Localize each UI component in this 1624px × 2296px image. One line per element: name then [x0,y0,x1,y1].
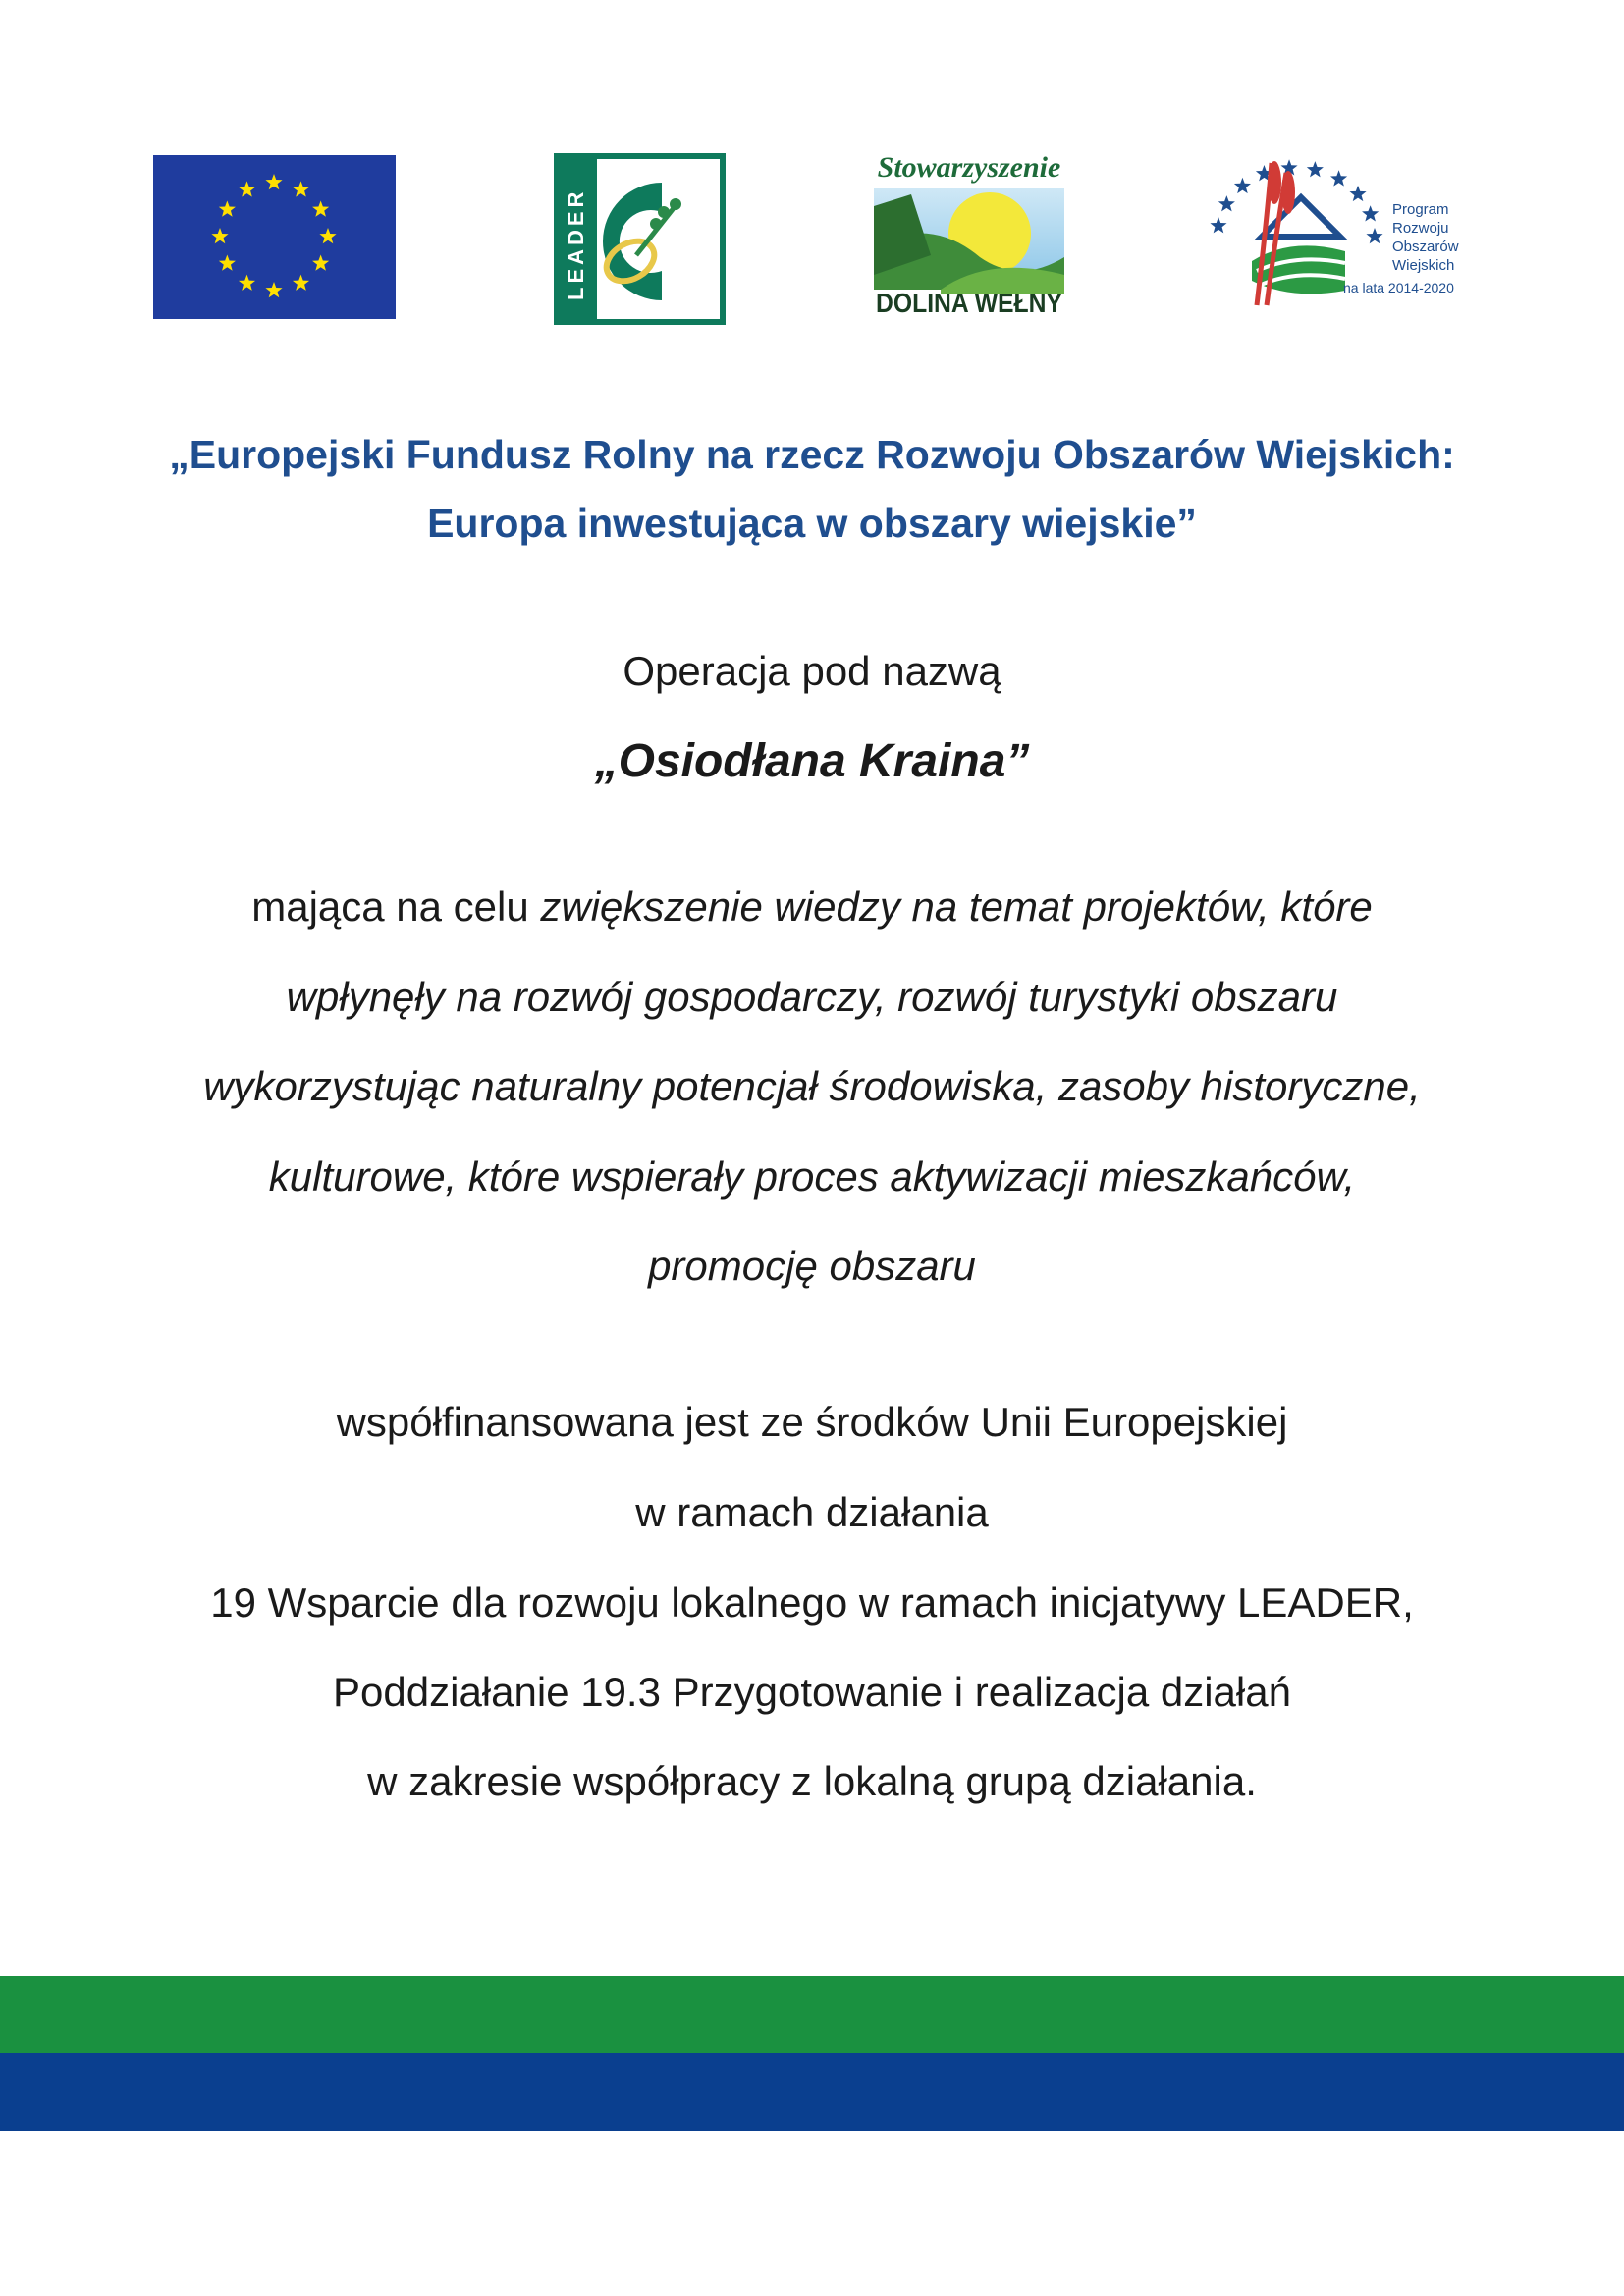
goal-line-1-text: zwiększenie wiedzy na temat projektów, które [540,883,1373,930]
prow-star-icon [1234,178,1251,193]
prow-star-icon [1210,217,1226,233]
goal-line-5-text: promocję obszaru [648,1243,976,1289]
action-line-3: w zakresie współpracy z lokalną grupą działania. [367,1758,1257,1804]
prow-star-icon [1362,205,1379,221]
fund-title-line-2: Europa inwestująca w obszary wiejskie” [427,501,1197,546]
goal-line-2 [0,974,1624,1021]
leader-logo-text: LEADER [564,187,588,300]
prow-line-rozwoju: Rozwoju [1392,220,1449,237]
dolina-welny-bottom-text: DOLINA WEŁNY [876,288,1063,318]
prow-star-icon [1330,170,1347,186]
prow-star-icon [1349,186,1366,201]
prow-star-icon [1366,228,1382,243]
leader-logo-icon [554,153,726,325]
operation-label: Operacja pod nazwą [623,648,1001,694]
prow-star-icon [1307,161,1324,177]
operation-name: „Osiodłana Kraina” [594,735,1030,787]
blue-band [0,2053,1624,2131]
action-line-2: Poddziałanie 19.3 Przygotowanie i realizacja działań [333,1669,1291,1715]
prow-line-obszarow: Obszarów [1392,239,1459,255]
eu-flag-icon [153,155,396,319]
dolina-welny-logo-icon [872,147,1066,319]
prow-star-icon [1218,195,1235,211]
cofinancing-line-2: w ramach działania [635,1489,989,1535]
fund-title-line-1: „Europejski Fundusz Rolny na rzecz Rozwoju Obszarów Wiejskich: [169,432,1455,477]
goal-line-4-text: kulturowe, które wspierały proces aktywizacji mieszkańców, [268,1153,1356,1200]
dolina-welny-top-text: Stowarzyszenie [877,151,1061,184]
cofinancing-line-1: współfinansowana jest ze środków Unii Europejskiej [336,1399,1288,1445]
action-line-1: 19 Wsparcie dla rozwoju lokalnego w ramach inicjatywy LEADER, [210,1579,1414,1626]
fund-title [0,420,1624,558]
prow-line-wiejskich: Wiejskich [1392,257,1455,274]
goal-line-3 [0,1063,1624,1110]
green-band [0,1976,1624,2053]
goal-line-4 [0,1153,1624,1201]
prow-line-program: Program [1392,201,1449,218]
goal-prefix: mająca na celu [251,883,541,930]
goal-line-3-text: wykorzystując naturalny potencjał środowiska, zasoby historyczne, [203,1063,1421,1109]
prow-years: na lata 2014-2020 [1343,280,1454,295]
goal-line-2-text: wpłynęły na rozwój gospodarczy, rozwój turystyki obszaru [286,974,1338,1020]
goal-line-5 [0,1243,1624,1290]
goal-line-1 [0,883,1624,931]
prow-logo-icon [1198,143,1492,312]
